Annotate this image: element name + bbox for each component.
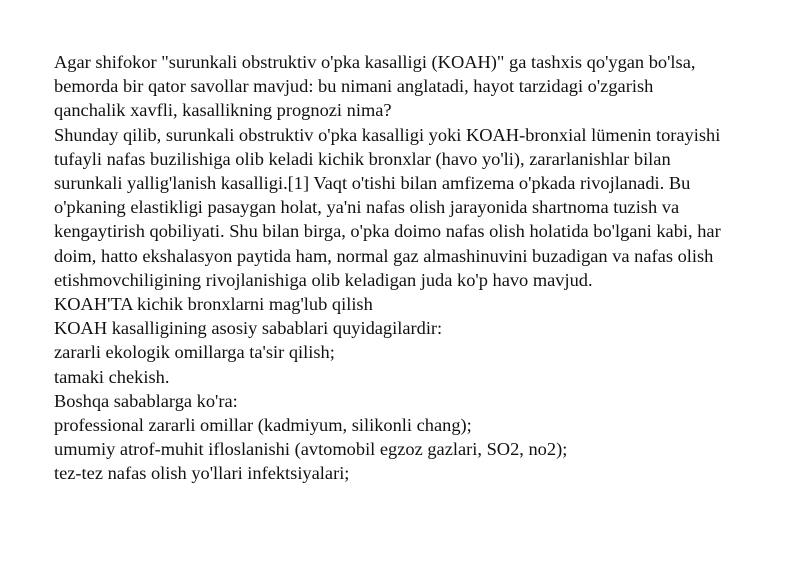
- paragraph-line-5: kengaytirish qobiliyati. Shu bilan birga, o'pka doimo nafas olish holatida bo'lgani kabi, har: [54, 221, 721, 242]
- other-cause-item: umumiy atrof-muhit ifloslanishi (avtomobil egzoz gazlari, SO2, no2);: [54, 439, 568, 460]
- intro-line-2: bemorda bir qator savollar mavjud: bu nimani anglatadi, hayot tarzidagi o'zgarish: [54, 76, 654, 97]
- paragraph-line-6: doim, hatto ekshalasyon paytida ham, normal gaz almashinuvini buzadigan va nafas olish: [54, 245, 714, 266]
- paragraph-line-2: tufayli nafas buzilishiga olib keladi kichik bronxlar (havo yo'li), zararlanishlar bilan: [54, 148, 671, 169]
- causes-intro: KOAH kasalligining asosiy sabablari quyidagilardir:: [54, 318, 443, 339]
- section-heading: KOAH'TA kichik bronxlarni mag'lub qilish: [54, 294, 373, 315]
- intro-line-1: Agar shifokor "surunkali obstruktiv o'pka kasalligi (KOAH)" ga tashxis qo'ygan bo'lsa,: [54, 52, 696, 72]
- other-cause-item: professional zararli omillar (kadmiyum, silikonli chang);: [54, 415, 472, 436]
- paragraph-line-3: surunkali yallig'lanish kasalligi.[1] Vaqt o'tishi bilan amfizema o'pkada rivojlanadi. Bu: [54, 173, 691, 194]
- cause-item: tamaki chekish.: [54, 366, 170, 387]
- paragraph-line-7: etishmovchiligining rivojlanishiga olib keladigan juda ko'p havo mavjud.: [54, 269, 593, 290]
- cause-item: zararli ekologik omillarga ta'sir qilish;: [54, 342, 335, 363]
- intro-line-3: qanchalik xavfli, kasallikning prognozi nima?: [54, 100, 392, 121]
- document-body: [54, 50, 754, 486]
- paragraph-line-1: Shunday qilib, surunkali obstruktiv o'pka kasalligi yoki KOAH-bronxial lümenin torayishi: [54, 124, 721, 145]
- paragraph-line-4: o'pkaning elastikligi pasaygan holat, ya'ni nafas olish jarayonida shartnoma tuzish va: [54, 197, 680, 218]
- other-cause-item: tez-tez nafas olish yo'llari infektsiyalari;: [54, 463, 350, 484]
- other-causes-intro: Boshqa sabablarga ko'ra:: [54, 390, 238, 411]
